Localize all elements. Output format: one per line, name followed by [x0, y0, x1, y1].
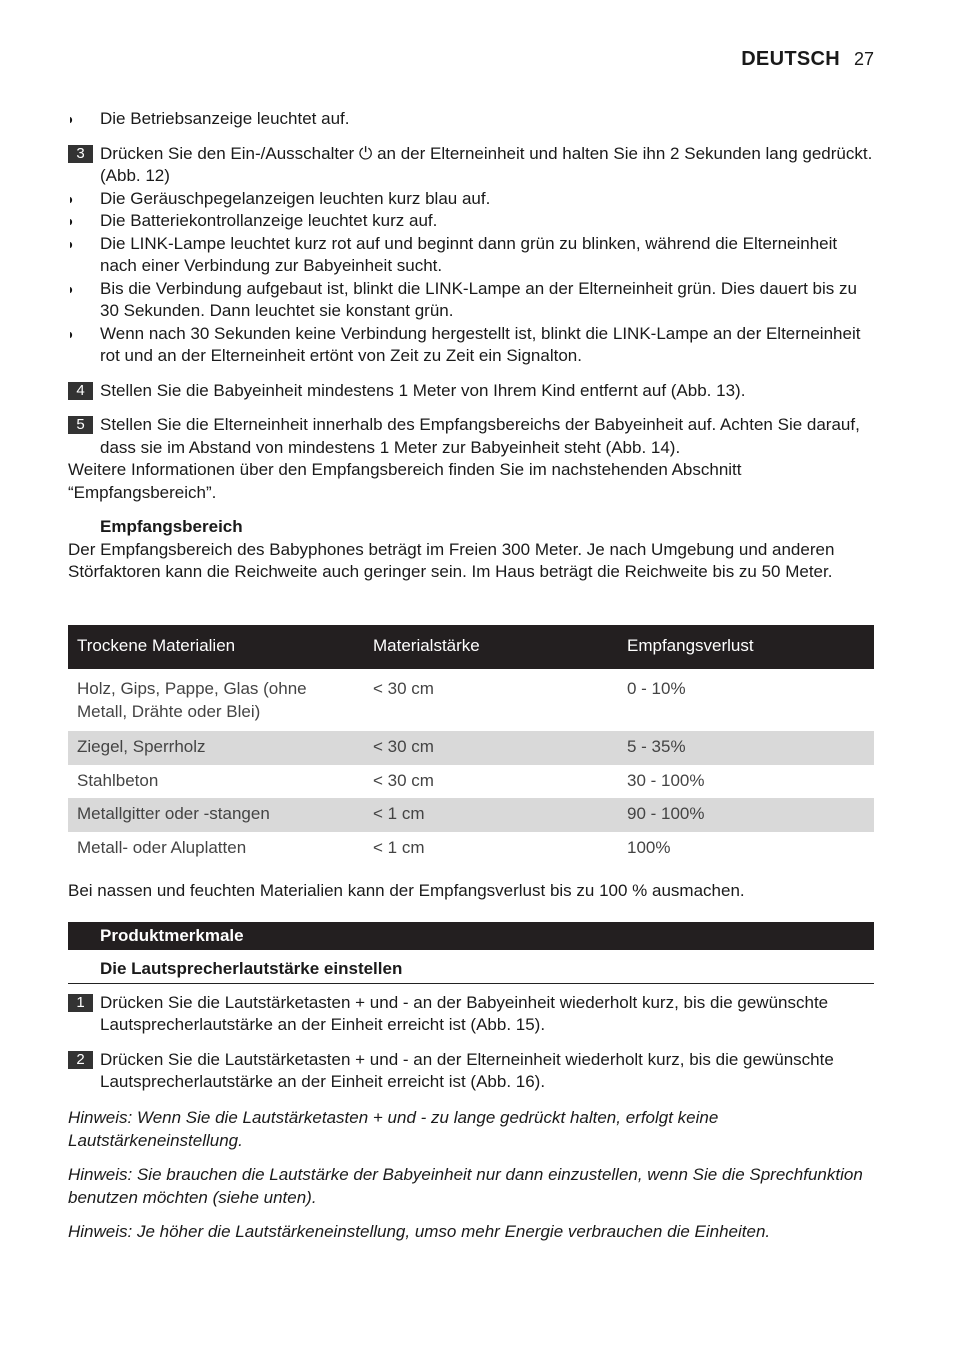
cell-loss: 0 - 10%	[627, 679, 686, 698]
note-1: Hinweis: Wenn Sie die Lautstärketasten + und - zu lange gedrückt halten, erfolgt keine Lautstärkeneinstellung.	[68, 1108, 719, 1150]
range-section	[68, 516, 874, 584]
page-number: 27	[853, 49, 874, 69]
section-title: Empfangsbereich	[100, 517, 243, 536]
cell-loss: 5 - 35%	[618, 731, 874, 765]
bullet-icon: ◗	[68, 325, 74, 342]
cell-material: Stahlbeton	[77, 770, 159, 790]
note-3: Hinweis: Je höher die Lautstärkeneinstellung, umso mehr Energie verbrauchen die Einheiten.	[68, 1222, 771, 1241]
list-item: ◗ Bis die Verbindung aufgebaut ist, blinkt die LINK-Lampe an der Elterneinheit grün. Dies dauert bis zu 30 Sekunden. Dann leuchtet sie konstant grün.	[68, 278, 857, 320]
header-loss: Empfangsverlust	[618, 625, 874, 669]
bullet-icon: ◗	[68, 235, 74, 252]
cell-loss: 30 - 100%	[627, 770, 705, 790]
info-text: Weitere Informationen über den Empfangsbereich finden Sie im nachstehenden Abschnitt “Empfangsbereich”.	[68, 460, 742, 502]
step-2: 2 Drücken Sie die Lautstärketasten + und - an der Elterneinheit wiederholt kurz, bis die gewünschte Lautsprecherlautstärke an der Einheit erreicht ist (Abb. 16).	[68, 1049, 874, 1094]
header-thickness: Materialstärke	[364, 625, 618, 669]
bullet-icon: ◗	[68, 111, 74, 127]
cell-material: Holz, Gips, Pappe, Glas (ohne Metall, Drähte oder Blei)	[77, 679, 307, 721]
step-3: 3 Drücken Sie den Ein-/Ausschalter ⏻ an der Elterneinheit und halten Sie ihn 2 Sekunden lang gedrückt. (Abb. 12)	[68, 143, 874, 188]
step-5: 5 Stellen Sie die Elterneinheit innerhalb des Empfangsbereichs der Babyeinheit auf. Achten Sie darauf, dass sie im Abstand von mindestens 1 Meter zur Babyeinheit steht (Abb. 14).	[68, 414, 874, 459]
cell-thickness: < 1 cm	[364, 798, 618, 832]
section-bar: Produktmerkmale	[68, 922, 874, 950]
header-materials: Trockene Materialien	[68, 625, 364, 669]
cell-thickness: < 30 cm	[373, 679, 434, 698]
list-item: ◗ Wenn nach 30 Sekunden keine Verbindung hergestellt ist, blinkt die LINK-Lampe an der Elterneinheit rot und an der Elterneinheit ertönt von Zeit zu Zeit ein Signalton.	[68, 323, 861, 365]
cell-material: Ziegel, Sperrholz	[68, 731, 364, 765]
table-row	[68, 798, 874, 832]
step-4: 4 Stellen Sie die Babyeinheit mindestens 1 Meter von Ihrem Kind entfernt auf (Abb. 13).	[68, 380, 874, 403]
wet-note: Bei nassen und feuchten Materialien kann der Empfangsverlust bis zu 100 % ausmachen.	[68, 881, 745, 900]
steps-top	[68, 108, 874, 504]
page-header	[741, 48, 874, 71]
features-section	[68, 922, 874, 1094]
step-number: 3	[68, 145, 93, 163]
cell-loss: 90 - 100%	[618, 798, 874, 832]
table-header	[68, 625, 874, 669]
bullet-icon: ◗	[68, 190, 74, 207]
bullet-icon: ◗	[68, 213, 74, 229]
range-table	[68, 625, 874, 865]
cell-thickness: < 30 cm	[364, 731, 618, 765]
range-text: Der Empfangsbereich des Babyphones beträgt im Freien 300 Meter. Je nach Umgebung und anderen Störfaktoren kann die Reichweite auch geringer sein. Im Haus beträgt die Reichweite bis zu 50 Meter.	[68, 539, 835, 581]
step-number: 4	[68, 382, 93, 400]
list-item: ◗ Die Betriebsanzeige leuchtet auf.	[68, 108, 874, 131]
list-item: ◗ Die Geräuschpegelanzeigen leuchten kurz blau auf.	[68, 188, 874, 211]
list-item: ◗ Die LINK-Lampe leuchtet kurz rot auf und beginnt dann grün zu blinken, während die Elterneinheit nach einer Verbindung zur Babyeinheit sucht.	[68, 233, 838, 275]
cell-material: Metallgitter oder -stangen	[68, 798, 364, 832]
step-number: 5	[68, 416, 93, 434]
cell-material: Metall- oder Aluplatten	[77, 837, 247, 857]
table-row	[68, 731, 874, 765]
subsection-title: Die Lautsprecherlautstärke einstellen	[68, 958, 874, 984]
language-label: DEUTSCH	[741, 48, 840, 70]
bullet-icon: ◗	[68, 280, 74, 297]
step-number: 2	[68, 1051, 93, 1069]
step-number: 1	[68, 994, 93, 1012]
cell-thickness: < 30 cm	[373, 770, 434, 790]
table-row	[68, 832, 874, 866]
note-2: Hinweis: Sie brauchen die Lautstärke der Babyeinheit nur dann einzustellen, wenn Sie die Sprechfunktion benutzen möchten (siehe unten).	[68, 1165, 863, 1207]
cell-loss: 100%	[627, 837, 671, 857]
table-row	[68, 765, 874, 799]
table-row	[68, 669, 874, 731]
list-item: ◗ Die Batteriekontrollanzeige leuchtet kurz auf.	[68, 210, 874, 233]
step-1: 1 Drücken Sie die Lautstärketasten + und - an der Babyeinheit wiederholt kurz, bis die gewünschte Lautsprecherlautstärke an der Einheit erreicht ist (Abb. 15).	[68, 992, 874, 1037]
cell-thickness: < 1 cm	[373, 837, 425, 857]
